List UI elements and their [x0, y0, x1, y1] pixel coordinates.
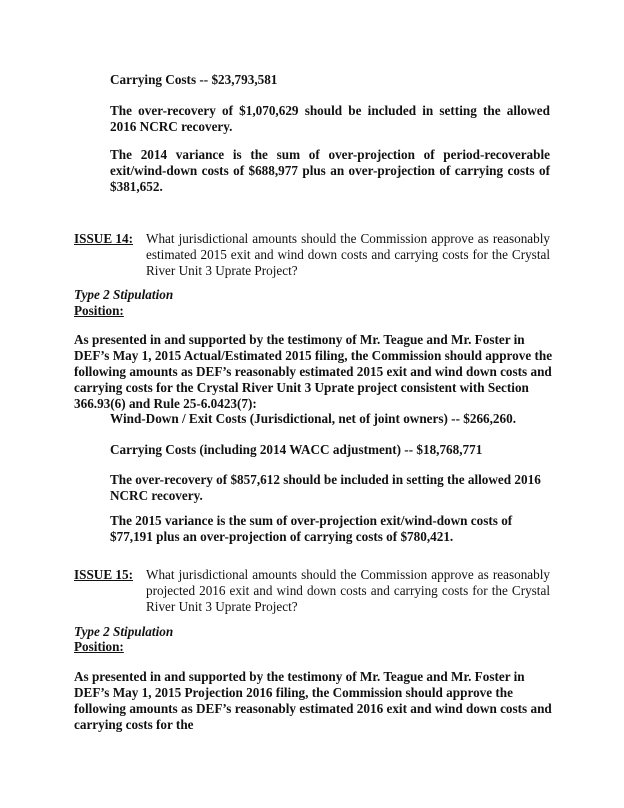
issue15-label: ISSUE 15: [74, 567, 133, 582]
issue13-over-recovery: The over-recovery of $1,070,629 should be included in setting the allowed 2016 NCRC recovery. [110, 103, 550, 134]
issue15-position-text: As presented in and supported by the testimony of Mr. Teague and Mr. Foster in DEF’s May 1, 2015 Projection 2016 filing, the Commission should approve the following amounts as DEF’s reasonably estimated 2016 exit and wind down costs and carrying costs for the [74, 669, 552, 732]
issue14-over-recovery: The over-recovery of $857,612 should be included in setting the allowed 2016 NCRC recovery. [110, 472, 541, 503]
issue13-carrying-costs: Carrying Costs -- $23,793,581 [110, 72, 278, 87]
issue13-variance: The 2014 variance is the sum of over-projection of period-recoverable exit/wind-down costs of $688,977 plus an over-projection of carrying costs of $381,652. [110, 147, 550, 194]
issue14-stipulation: Type 2 Stipulation [74, 287, 174, 302]
issue14-position-text: As presented in and supported by the testimony of Mr. Teague and Mr. Foster in DEF’s May 1, 2015 Actual/Estimated 2015 filing, the Commission should approve the following amounts as DEF’s reasonably estimated 2015 exit and wind down costs and carrying costs for the Crystal River Unit 3 Uprate project consistent with Section 366.93(6) and Rule 25-6.0423(7): [74, 332, 553, 411]
issue14-question: What jurisdictional amounts should the Commission approve as reasonably estimated 2015 exit and wind down costs and carrying costs for the Crystal River Unit 3 Uprate Project? [146, 231, 550, 278]
issue14-label: ISSUE 14: [74, 231, 133, 246]
issue15-position-label: Position: [74, 639, 124, 654]
issue15-question: What jurisdictional amounts should the Commission approve as reasonably projected 2016 exit and wind down costs and carrying costs for the Crystal River Unit 3 Uprate Project? [146, 567, 550, 614]
issue15-stipulation: Type 2 Stipulation [74, 624, 174, 639]
issue14-carrying-costs: Carrying Costs (including 2014 WACC adjustment) -- $18,768,771 [110, 442, 483, 457]
issue14-position-label: Position: [74, 303, 124, 318]
issue14-wind-down-costs: Wind-Down / Exit Costs (Jurisdictional, net of joint owners) -- $266,260. [110, 411, 517, 426]
issue14-variance: The 2015 variance is the sum of over-projection exit/wind-down costs of $77,191 plus an over-projection of carrying costs of $780,421. [110, 513, 513, 544]
